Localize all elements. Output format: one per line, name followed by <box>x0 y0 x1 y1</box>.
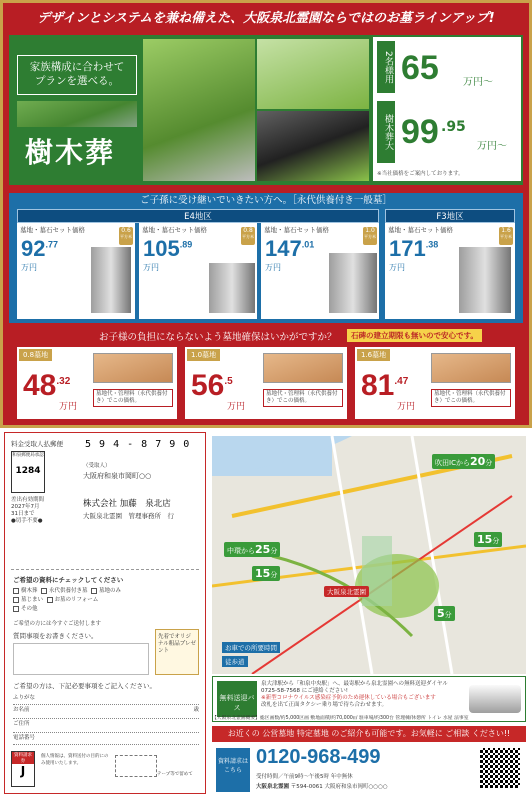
reply-postcard <box>4 432 206 794</box>
free-text-label: 質問事項をお書きください。 <box>13 632 98 640</box>
card-price <box>139 236 257 262</box>
jumoku-name: 樹木葬 <box>25 136 116 169</box>
ticket-label: 資料請求券 <box>14 753 32 764</box>
tag-min: 25 <box>255 543 271 556</box>
tag-label: 中環から <box>227 547 255 555</box>
permit-box <box>11 451 45 493</box>
tape-instruction: テープ等で留めて <box>157 772 193 777</box>
map-time-tag-5 <box>434 606 455 621</box>
expiry-line-1: 差出有効期間 <box>11 497 45 503</box>
form-fields <box>13 693 199 745</box>
jumoku-photo-1 <box>143 39 255 181</box>
plan-a-price: 65 <box>401 49 439 87</box>
area-e4: E4地区 <box>17 209 379 223</box>
price-dec: .38 <box>425 239 439 250</box>
company-address <box>256 782 388 790</box>
price-unit: 万円 <box>265 263 281 272</box>
tag-min: 15 <box>477 533 493 546</box>
company-name: 大阪泉北霊園 <box>256 784 290 790</box>
card-title: 墓地・墓石セット価格 <box>388 226 453 234</box>
option-label: 永代供養付き墓 <box>49 588 88 594</box>
plan-a-unit: 万円〜 <box>463 77 493 88</box>
recipient-dept: 大阪泉北霊園 管理事務所 行 <box>83 512 174 520</box>
stamp-label: 料金受取人払郵便 <box>11 440 63 448</box>
checkbox[interactable] <box>91 588 97 594</box>
price-unit: 万円 <box>227 402 246 412</box>
option-bochi[interactable] <box>91 588 121 594</box>
postal-code: 5 9 4 - 8 7 9 0 <box>85 439 191 450</box>
privacy-note: 個人情報は、資料送付の目的にのみ使用いたします。 <box>41 754 109 766</box>
card-title: 墓地・墓石セット価格 <box>20 226 85 234</box>
tag-unit: 分 <box>270 547 278 555</box>
size-value: 0.6 <box>121 227 131 234</box>
plan-b-unit: 万円〜 <box>477 141 507 152</box>
size-value: 0.8 <box>243 227 253 234</box>
bochi-price <box>361 369 408 403</box>
checkbox[interactable] <box>13 588 19 594</box>
cemetery-photo-small <box>17 101 137 127</box>
eitai-card-1 <box>17 223 135 319</box>
map-legend-walk: 徒歩道 <box>222 656 248 667</box>
size-unit: 平方米 <box>364 234 376 239</box>
size-badge <box>363 227 377 245</box>
gravestone-image <box>91 247 131 313</box>
jumoku-note: ※当社価格をご案内しております。 <box>377 171 464 177</box>
gift-text: 先着でオリジナル粗品プレゼント <box>158 634 197 654</box>
size-badge <box>499 227 513 245</box>
bochi-note: 墓地代・管理料（永代供養付き）でこの価格。 <box>93 389 173 407</box>
question-note: ご希望の方には今すぐご送付します <box>13 621 102 627</box>
expiry-line-2: 2027年7月 <box>11 504 40 510</box>
tag-min: 20 <box>469 455 486 468</box>
size-value: 1.6 <box>501 227 511 234</box>
jumoku-tagline <box>17 55 137 95</box>
card-title: 墓地・墓石セット価格 <box>264 226 329 234</box>
bus-label: 無料送迎バス <box>217 681 257 717</box>
bus-text-3: 改札を出て正面タクシー乗り場で待ち合わせます。 <box>261 702 388 708</box>
field-furigana[interactable] <box>13 693 199 705</box>
bochi-section <box>9 325 523 423</box>
price-dec: .47 <box>394 376 409 387</box>
price-int: 105 <box>143 236 180 261</box>
eitai-card-4 <box>385 223 515 319</box>
gift-box <box>155 629 199 675</box>
question-options <box>13 587 153 614</box>
bochi-price <box>23 369 70 403</box>
size-badge <box>119 227 133 245</box>
field-label: 電話番号 <box>13 735 36 741</box>
ticket-letter: J <box>20 764 26 778</box>
plan-b-label: 樹木葬大 <box>377 101 395 163</box>
field-label: ご住所 <box>13 721 30 727</box>
field-label: ふりがな <box>13 695 36 701</box>
qr-code-icon[interactable] <box>480 748 520 788</box>
size-value: 1.0 <box>365 227 375 234</box>
map-time-tag-4 <box>474 532 502 547</box>
bochi-badge: 石碑の建立期限も無いので安心です。 <box>347 329 482 342</box>
plan-a-label: 2名様用 <box>377 41 395 93</box>
option-label: その他 <box>21 606 38 612</box>
price-int: 171 <box>389 236 426 261</box>
jumoku-price-box <box>373 37 521 181</box>
age-unit: 歳 <box>193 707 199 713</box>
price-dec: .77 <box>45 239 58 250</box>
size-unit: 平方米 <box>500 234 512 239</box>
option-other[interactable] <box>13 606 38 612</box>
bochi-heading: お子様の負担にならないよう墓地確保はいかがですか？ <box>99 332 337 343</box>
price-int: 92 <box>21 236 46 261</box>
tag-unit: 分 <box>492 537 500 545</box>
price-unit: 万円 <box>389 263 405 272</box>
office-label: 和泉郵便局承認 <box>12 453 44 458</box>
size-badge <box>241 227 255 245</box>
bochi-card-2 <box>185 347 347 419</box>
flyer-title: デザインとシステムを兼ね備えた、大阪泉北霊園ならではのお墓ラインアップ! <box>37 11 495 26</box>
web-badge[interactable]: 資料請求はこちら <box>216 748 250 792</box>
plot-image <box>93 353 173 383</box>
expiry-line-3: 31日まで <box>11 511 35 517</box>
price-int: 56 <box>191 369 225 402</box>
expiry <box>11 497 44 525</box>
price-dec: .01 <box>301 239 315 250</box>
tape-area-1 <box>115 755 157 777</box>
option-label: お墓のリフォーム <box>54 597 99 603</box>
eitai-card-3 <box>261 223 379 319</box>
site-marker[interactable]: 大阪泉北霊園 <box>324 586 369 597</box>
bochi-size: 0.8墓地 <box>19 349 52 361</box>
option-label: 樹木葬 <box>21 588 38 594</box>
size-unit: 平方米 <box>242 234 254 239</box>
bochi-card-1 <box>17 347 177 419</box>
gravestone-image <box>209 263 255 313</box>
plan-b-decimal: .95 <box>441 119 466 135</box>
bochi-note: 墓地代・管理料（永代供養付き）でこの価格。 <box>263 389 343 407</box>
card-title: 墓地・墓石セット価格 <box>142 226 207 234</box>
plan-b-price: 99 <box>401 113 439 151</box>
gravestone-image <box>459 247 511 313</box>
recipient-address: 大阪府和泉市岡町○○ <box>83 472 152 480</box>
tag-unit: 分 <box>444 611 452 619</box>
size-unit: 平方米 <box>120 234 132 239</box>
checkbox[interactable] <box>13 597 19 603</box>
address-text: 〒594-0061 大阪府和泉市岡町○○○○ <box>290 784 388 790</box>
option-label: 墓地のみ <box>99 588 122 594</box>
permit-number: 1284 <box>15 466 41 476</box>
tag-label: 吹田ICから <box>435 459 470 467</box>
map-time-tag-2 <box>224 542 280 557</box>
price-unit: 万円 <box>59 402 78 412</box>
gravestone-image <box>329 253 377 313</box>
bus-text-2: ※新型コロナウイルス感染症予防のため運休している場合もございます <box>261 695 436 701</box>
map-legend-car: お車での所要時間 <box>222 642 280 653</box>
eitai-heading: ご子孫に受け継いでいきたい方へ。［永代供養付き一般墓］ <box>140 195 392 206</box>
price-dec: .32 <box>56 376 71 387</box>
bochi-price <box>191 369 233 403</box>
checkbox[interactable] <box>41 588 47 594</box>
price-unit: 万円 <box>397 402 416 412</box>
bus-image <box>469 685 521 713</box>
checkbox[interactable] <box>13 606 19 612</box>
field-label: お名前 <box>13 707 30 713</box>
phone-number[interactable]: 0120-968-499 <box>256 746 381 768</box>
bus-text-1: 泉大津駅から「和泉中央駅」へ、最寄駅から泉北霊園への無料送迎ダイヤル 0725-58-7568 にご連絡ください! <box>261 681 448 694</box>
eitai-card-2 <box>139 223 257 319</box>
option-jumoku[interactable] <box>13 588 38 594</box>
tag-unit: 分 <box>270 571 278 579</box>
price-unit: 万円 <box>143 263 159 272</box>
bochi-size: 1.0墓地 <box>187 349 220 361</box>
map-time-tag-3 <box>252 566 280 581</box>
question-title: ご希望の資料にチェックしてください <box>13 576 124 584</box>
bochi-size: 1.6墓地 <box>357 349 390 361</box>
checkbox[interactable] <box>47 597 53 603</box>
area-f3: F3地区 <box>385 209 515 223</box>
request-ticket <box>11 751 35 787</box>
eitai-section <box>9 193 523 323</box>
field-address[interactable] <box>13 719 199 733</box>
to-label: （受取人） <box>83 463 111 469</box>
price-unit: 万円 <box>21 263 37 272</box>
price-dec: .5 <box>224 376 233 387</box>
price-int: 48 <box>23 369 57 402</box>
contact-area <box>212 744 526 796</box>
bochi-note: 墓地代・管理料（永代供養付き）でこの価格。 <box>431 389 511 407</box>
bochi-card-3 <box>355 347 515 419</box>
tag-min: 5 <box>437 607 445 620</box>
recipient-company: 株式会社 加藤 泉北店 <box>83 499 171 509</box>
jumoku-photo-3 <box>257 111 369 181</box>
bus-text <box>261 681 461 709</box>
tag-min: 15 <box>255 567 271 580</box>
expiry-line-4: ●切手不要● <box>11 518 43 524</box>
map-time-tag-1 <box>432 454 495 469</box>
price-int: 147 <box>265 236 302 261</box>
jumoku-photo-2 <box>257 39 369 109</box>
field-name[interactable] <box>13 705 199 719</box>
tagline-line-2: プランを選べる。 <box>35 75 119 87</box>
hours: 受付時間／午前9時〜午後5時 年中無休 <box>256 774 353 780</box>
access-map[interactable] <box>212 436 526 674</box>
price-dec: .89 <box>179 239 193 250</box>
plot-image <box>263 353 343 383</box>
facility-info: 【大阪泉北霊園概要】総区画数/約5,000区画 敷地面積/約70,000㎡ 駐車場/約300台 管理棟/休憩所 トイレ 水屋 法事室 <box>212 716 469 721</box>
price-int: 81 <box>361 369 395 402</box>
plot-image <box>431 353 511 383</box>
option-label: 墓じまい <box>21 597 44 603</box>
consult-banner: お近くの 公営墓地 特定墓地 のご紹介も可能です。お気軽に ご相談 ください!! <box>212 726 526 742</box>
field-phone[interactable] <box>13 733 199 745</box>
free-text-area[interactable] <box>13 643 149 675</box>
form-title: ご希望の方は、下記必要事項をご記入ください。 <box>13 682 156 690</box>
divider <box>11 569 199 570</box>
option-hakajimai[interactable] <box>13 597 43 603</box>
option-reform[interactable] <box>47 597 99 603</box>
tag-unit: 分 <box>485 459 493 467</box>
tagline-line-1: 家族構成に合わせて <box>29 61 125 73</box>
option-eitai[interactable] <box>41 588 88 594</box>
